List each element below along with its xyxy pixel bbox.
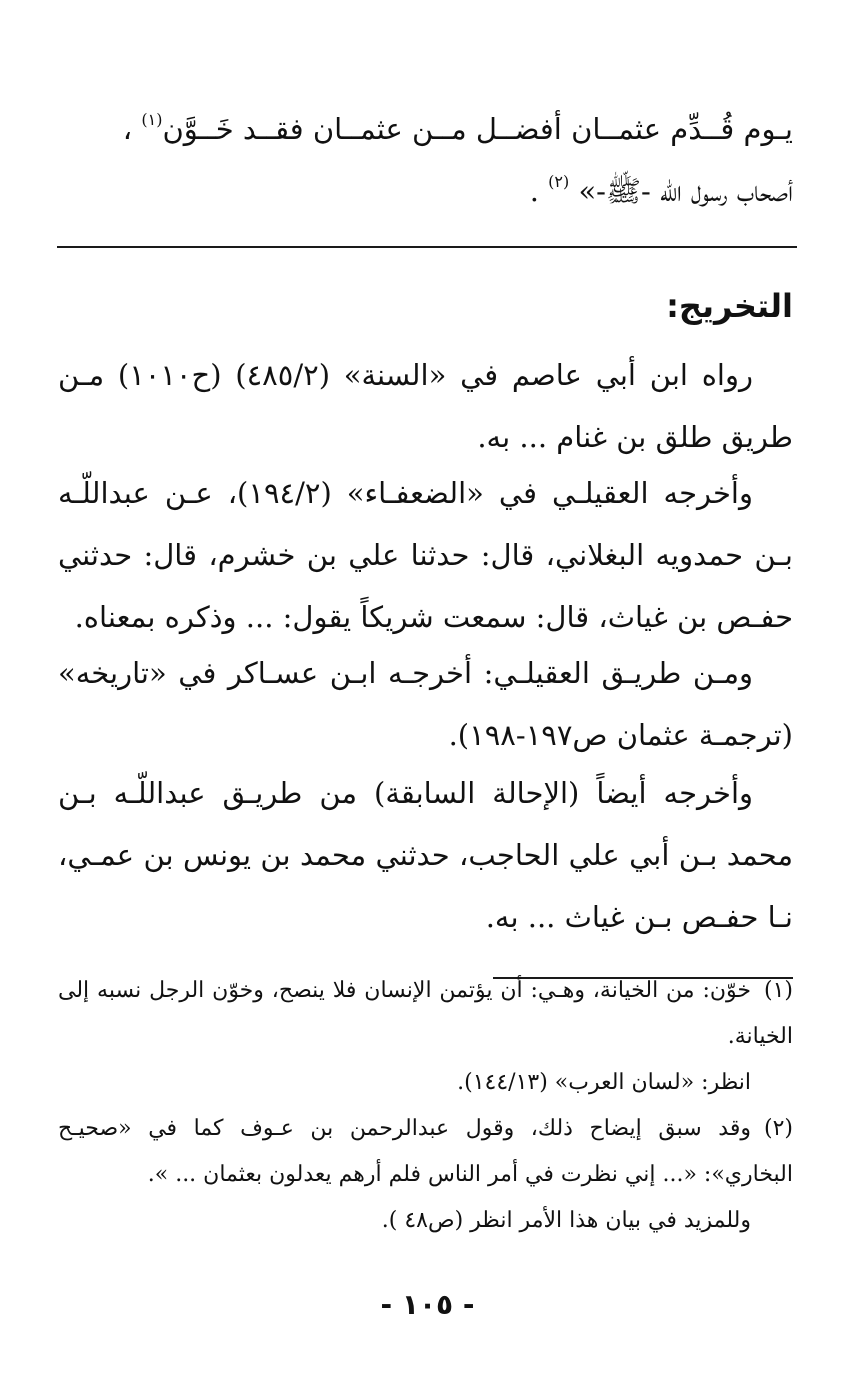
- footnote-ref-2[interactable]: (٢): [548, 172, 570, 191]
- footnote-reference: انظر: «لسان العرب» (١٤٤/١٣).: [457, 1070, 751, 1095]
- paragraph-4: [58, 762, 793, 948]
- opening-line-2: [58, 160, 793, 222]
- footnote-text: وقد سبق إيضاح ذلك، وقول عبدالرحمن بن عـوف كما في «صحيـح البخاري»: «... إني نظرت في أمر الناس فلم أرهم يعدلون بعثمان ... ».: [58, 1116, 793, 1187]
- footnote-1: [58, 968, 793, 1106]
- opening-text: [58, 98, 793, 222]
- footnote-reference: وللمزيد في بيان هذا الأمر انظر (ص٤٨ ).: [381, 1208, 751, 1233]
- paragraph-3: [58, 642, 793, 766]
- paragraph-text: ومـن طريـق العقيلـي: أخرجـه ابـن عسـاكر في «تاريخه» (ترجمـة عثمان ص١٩٧-١٩٨).: [58, 656, 793, 752]
- opening-line-2-text: أصحاب رسول اللّه -ﷺ-»: [578, 174, 793, 208]
- opening-line-2-period: .: [529, 174, 539, 208]
- paragraph-2: [58, 462, 793, 648]
- page-number: - ١٠٥ -: [380, 1288, 475, 1321]
- section-divider: [57, 246, 797, 248]
- paragraph-text: وأخرجه أيضاً (الإحالة السابقة) من طريـق عبداللّـه بـن محمد بـن أبي علي الحاجب، حدثني محمد بن يونس بن عمـي، نـا حفـص بـن غياث ... به.: [58, 776, 793, 934]
- opening-line-1: [58, 98, 793, 160]
- footnote-text: خوّن: من الخيانة، وهـي: أن يؤتمن الإنسان فلا ينصح، وخوّن الرجل نسبه إلى الخيانة.: [58, 978, 793, 1049]
- opening-line-1-comma: ،: [122, 112, 133, 146]
- footnote-ref-1[interactable]: (١): [141, 110, 163, 129]
- footnote-body: [58, 968, 793, 1060]
- footnote-number: (٢): [763, 1116, 793, 1141]
- footnote-2: [58, 1106, 793, 1244]
- footnotes: [58, 968, 793, 1244]
- paragraph-text: وأخرجه العقيلـي في «الضعفـاء» (١٩٤/٢)، عـن عبداللّـه بـن حمدويه البغلاني، قال: حدثنا علي بن خشرم، قال: حدثني حفـص بن غياث، قال: سمعت شريكاً يقول: ... وذكره بمعناه.: [58, 476, 793, 634]
- opening-line-1-text: يـوم قُــدِّم عثمــان أفضــل مــن عثمــان فقــد خَــوَّن: [162, 112, 793, 146]
- paragraph-text: رواه ابن أبي عاصم في «السنة» (٤٨٥/٢) (ح١٠١٠) مـن طريق طلق بن غنام ... به.: [58, 358, 793, 454]
- footnote-body: [58, 1106, 793, 1198]
- footnote-number: (١): [763, 978, 793, 1003]
- paragraph-1: [58, 344, 793, 468]
- section-heading: التخريج:: [666, 287, 793, 325]
